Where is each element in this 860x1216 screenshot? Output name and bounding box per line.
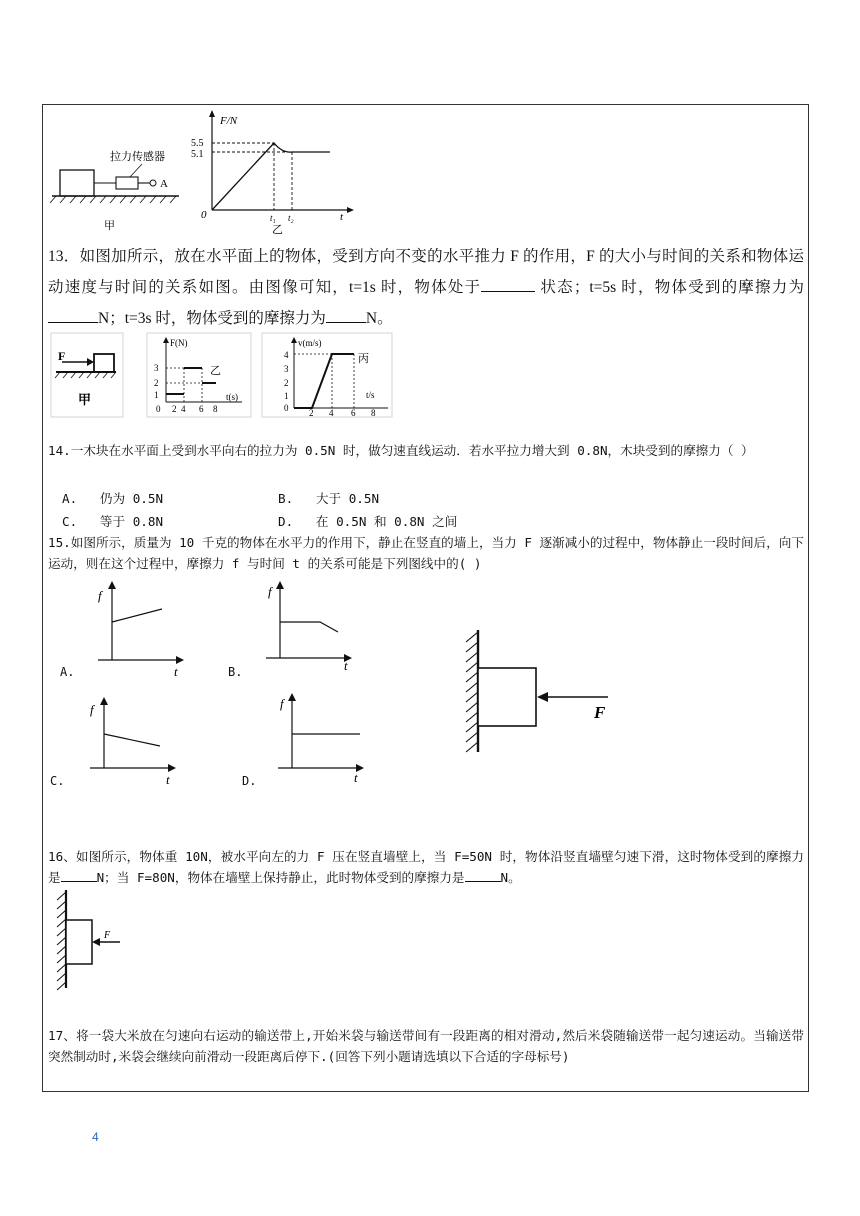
q13-yi-tag: 乙 [210, 365, 221, 377]
q15-wall-diagram [458, 628, 628, 758]
q13-yi-x6: 6 [199, 404, 204, 414]
q13-bing-origin: 0 [284, 403, 289, 413]
q13-bing-axis: v(m/s) [298, 338, 322, 348]
q16-text-b: N；当 F=80N，物体在墙壁上保持静止，此时物体受到的摩擦力是 [96, 870, 465, 885]
q13-fig-bing [262, 333, 392, 418]
figure-sensor-and-graph [44, 106, 374, 236]
tick-5-1: 5.1 [191, 149, 204, 160]
q13-bing-x4: 4 [329, 408, 334, 418]
q13-bing-y2: 2 [284, 378, 289, 388]
q15-c-f-label: f [90, 702, 94, 717]
q13-fig-jia [51, 333, 123, 417]
q13-blank-2[interactable] [48, 308, 98, 323]
q13-text-b: 状态；t=5s 时，物体受到的摩擦力为 [535, 279, 804, 296]
question-15: 15.如图所示，质量为 10 千克的物体在水平力的作用下，静止在竖直的墙上，当力 F 逐渐减小的过程中，物体静止一段时间后，向下运动，则在这个过程中，摩擦力 f 与时间 t 的关系可能是下列图线中的( ) [48, 535, 804, 571]
q13-text-a: 13．如图加所示，放在水平面上的物体，受到方向不变的水平推力 F 的作用，F 的大小与时间的关系和物体运动速度与时间的关系如图。由图像可知，t=1s 时，物体处于 [48, 248, 804, 296]
diagram-jia [50, 149, 179, 232]
q16-blank-1[interactable] [61, 869, 97, 882]
q13-text-d: N。 [365, 310, 393, 327]
q14-option-a[interactable] [62, 488, 163, 507]
q14-option-a-letter: A. [62, 491, 78, 506]
q15-b-f-label: f [268, 584, 272, 599]
q13-yi-y3: 3 [154, 363, 159, 373]
q15-d-t-label: t [354, 770, 358, 785]
q14-option-c-text: 等于 0.8N [99, 514, 164, 529]
q13-bing-y4: 4 [284, 350, 289, 360]
q15-graph-d [272, 690, 372, 785]
graph-yi [191, 110, 354, 236]
q13-blank-1[interactable] [481, 277, 535, 292]
q13-text-c: N；t=3s 时，物体受到的摩擦力为 [98, 310, 326, 327]
q14-option-c[interactable] [62, 511, 163, 530]
q13-bing-x-axis: t/s [366, 390, 375, 400]
sensor-label: 拉力传感器 [110, 151, 165, 163]
q13-yi-x8: 8 [213, 404, 218, 414]
q13-yi-origin: 0 [156, 404, 161, 414]
q15-c-t-label: t [166, 772, 170, 787]
q15-graph-c [86, 694, 186, 786]
point-a-label: A [160, 178, 168, 190]
q13-yi-y2: 2 [154, 378, 159, 388]
q13-bing-x8: 8 [371, 408, 376, 418]
q16-text-a: 16、如图所示，物体重 10N，被水平向左的力 F 压在竖直墙壁上，当 F=50N 时，物体沿竖直墙壁匀速下滑，这时物体受到的摩擦力是 [48, 849, 804, 885]
q13-yi-y1: 1 [154, 390, 159, 400]
q15-label-d: D. [242, 774, 257, 788]
q13-bing-y1: 1 [284, 391, 289, 401]
q13-yi-x4: 4 [181, 404, 186, 414]
q15-force-label: F [594, 703, 606, 722]
q14-option-b[interactable] [278, 488, 379, 507]
q16-blank-2[interactable] [465, 869, 501, 882]
q15-a-t-label: t [174, 664, 178, 679]
q15-label-b: B. [228, 665, 243, 679]
tick-5-5: 5.5 [191, 138, 204, 149]
q14-option-d-letter: D. [278, 514, 294, 529]
question-13 [48, 241, 804, 334]
q13-jia-label: 甲 [78, 392, 92, 407]
q14-option-b-letter: B. [278, 491, 294, 506]
q15-label-c: C. [50, 774, 65, 788]
q14-option-c-letter: C. [62, 514, 78, 529]
caption-jia: 甲 [104, 220, 115, 232]
q15-b-t-label: t [344, 658, 348, 673]
q13-yi-x2: 2 [172, 404, 177, 414]
question-17: 17、将一袋大米放在匀速向右运动的输送带上,开始米袋与输送带间有一段距离的相对滑动,然后米袋随输送带一起匀速运动。当输送带突然制动时,米袋会继续向前滑动一段距离后停下.(回答下列小题请选填以下合适的字母标号) [48, 1028, 804, 1064]
q15-graph-b [258, 578, 358, 673]
page-number: 4 [92, 1130, 99, 1144]
q13-yi-x-axis: t(s) [226, 392, 238, 402]
caption-yi: 乙 [272, 224, 283, 236]
q15-label-a: A. [60, 665, 75, 679]
q13-yi-axis: F(N) [170, 338, 188, 348]
q13-bing-x2: 2 [309, 408, 314, 418]
tick-t1: t₁ [270, 213, 276, 223]
q14-option-a-text: 仍为 0.5N [99, 491, 164, 506]
q14-option-d-text: 在 0.5N 和 0.8N 之间 [315, 514, 458, 529]
origin-label: 0 [201, 209, 207, 221]
q13-blank-3[interactable] [326, 308, 366, 323]
q15-d-f-label: f [280, 696, 284, 711]
q14-option-d[interactable] [278, 511, 457, 530]
q16-wall-diagram [52, 888, 132, 992]
q13-bing-tag: 丙 [358, 353, 369, 365]
q13-jia-force: F [58, 349, 66, 363]
q15-graph-a [90, 578, 190, 679]
q13-bing-y3: 3 [284, 364, 289, 374]
y-axis-label: F/N [220, 115, 238, 127]
q13-bing-x6: 6 [351, 408, 356, 418]
q13-fig-yi [147, 333, 251, 417]
tick-t2: t₂ [288, 213, 294, 223]
q16-text-c: N。 [500, 870, 521, 885]
x-axis-label: t [340, 211, 344, 223]
q14-option-b-text: 大于 0.5N [315, 491, 380, 506]
question-14: 14.一木块在水平面上受到水平向右的拉力为 0.5N 时，做匀速直线运动．若水平拉力增大到 0.8N，木块受到的摩擦力（ ） [48, 443, 754, 458]
q16-force-label: F [104, 930, 111, 941]
question-16 [48, 846, 804, 888]
q13-figures [50, 332, 400, 418]
q15-a-f-label: f [98, 588, 102, 603]
